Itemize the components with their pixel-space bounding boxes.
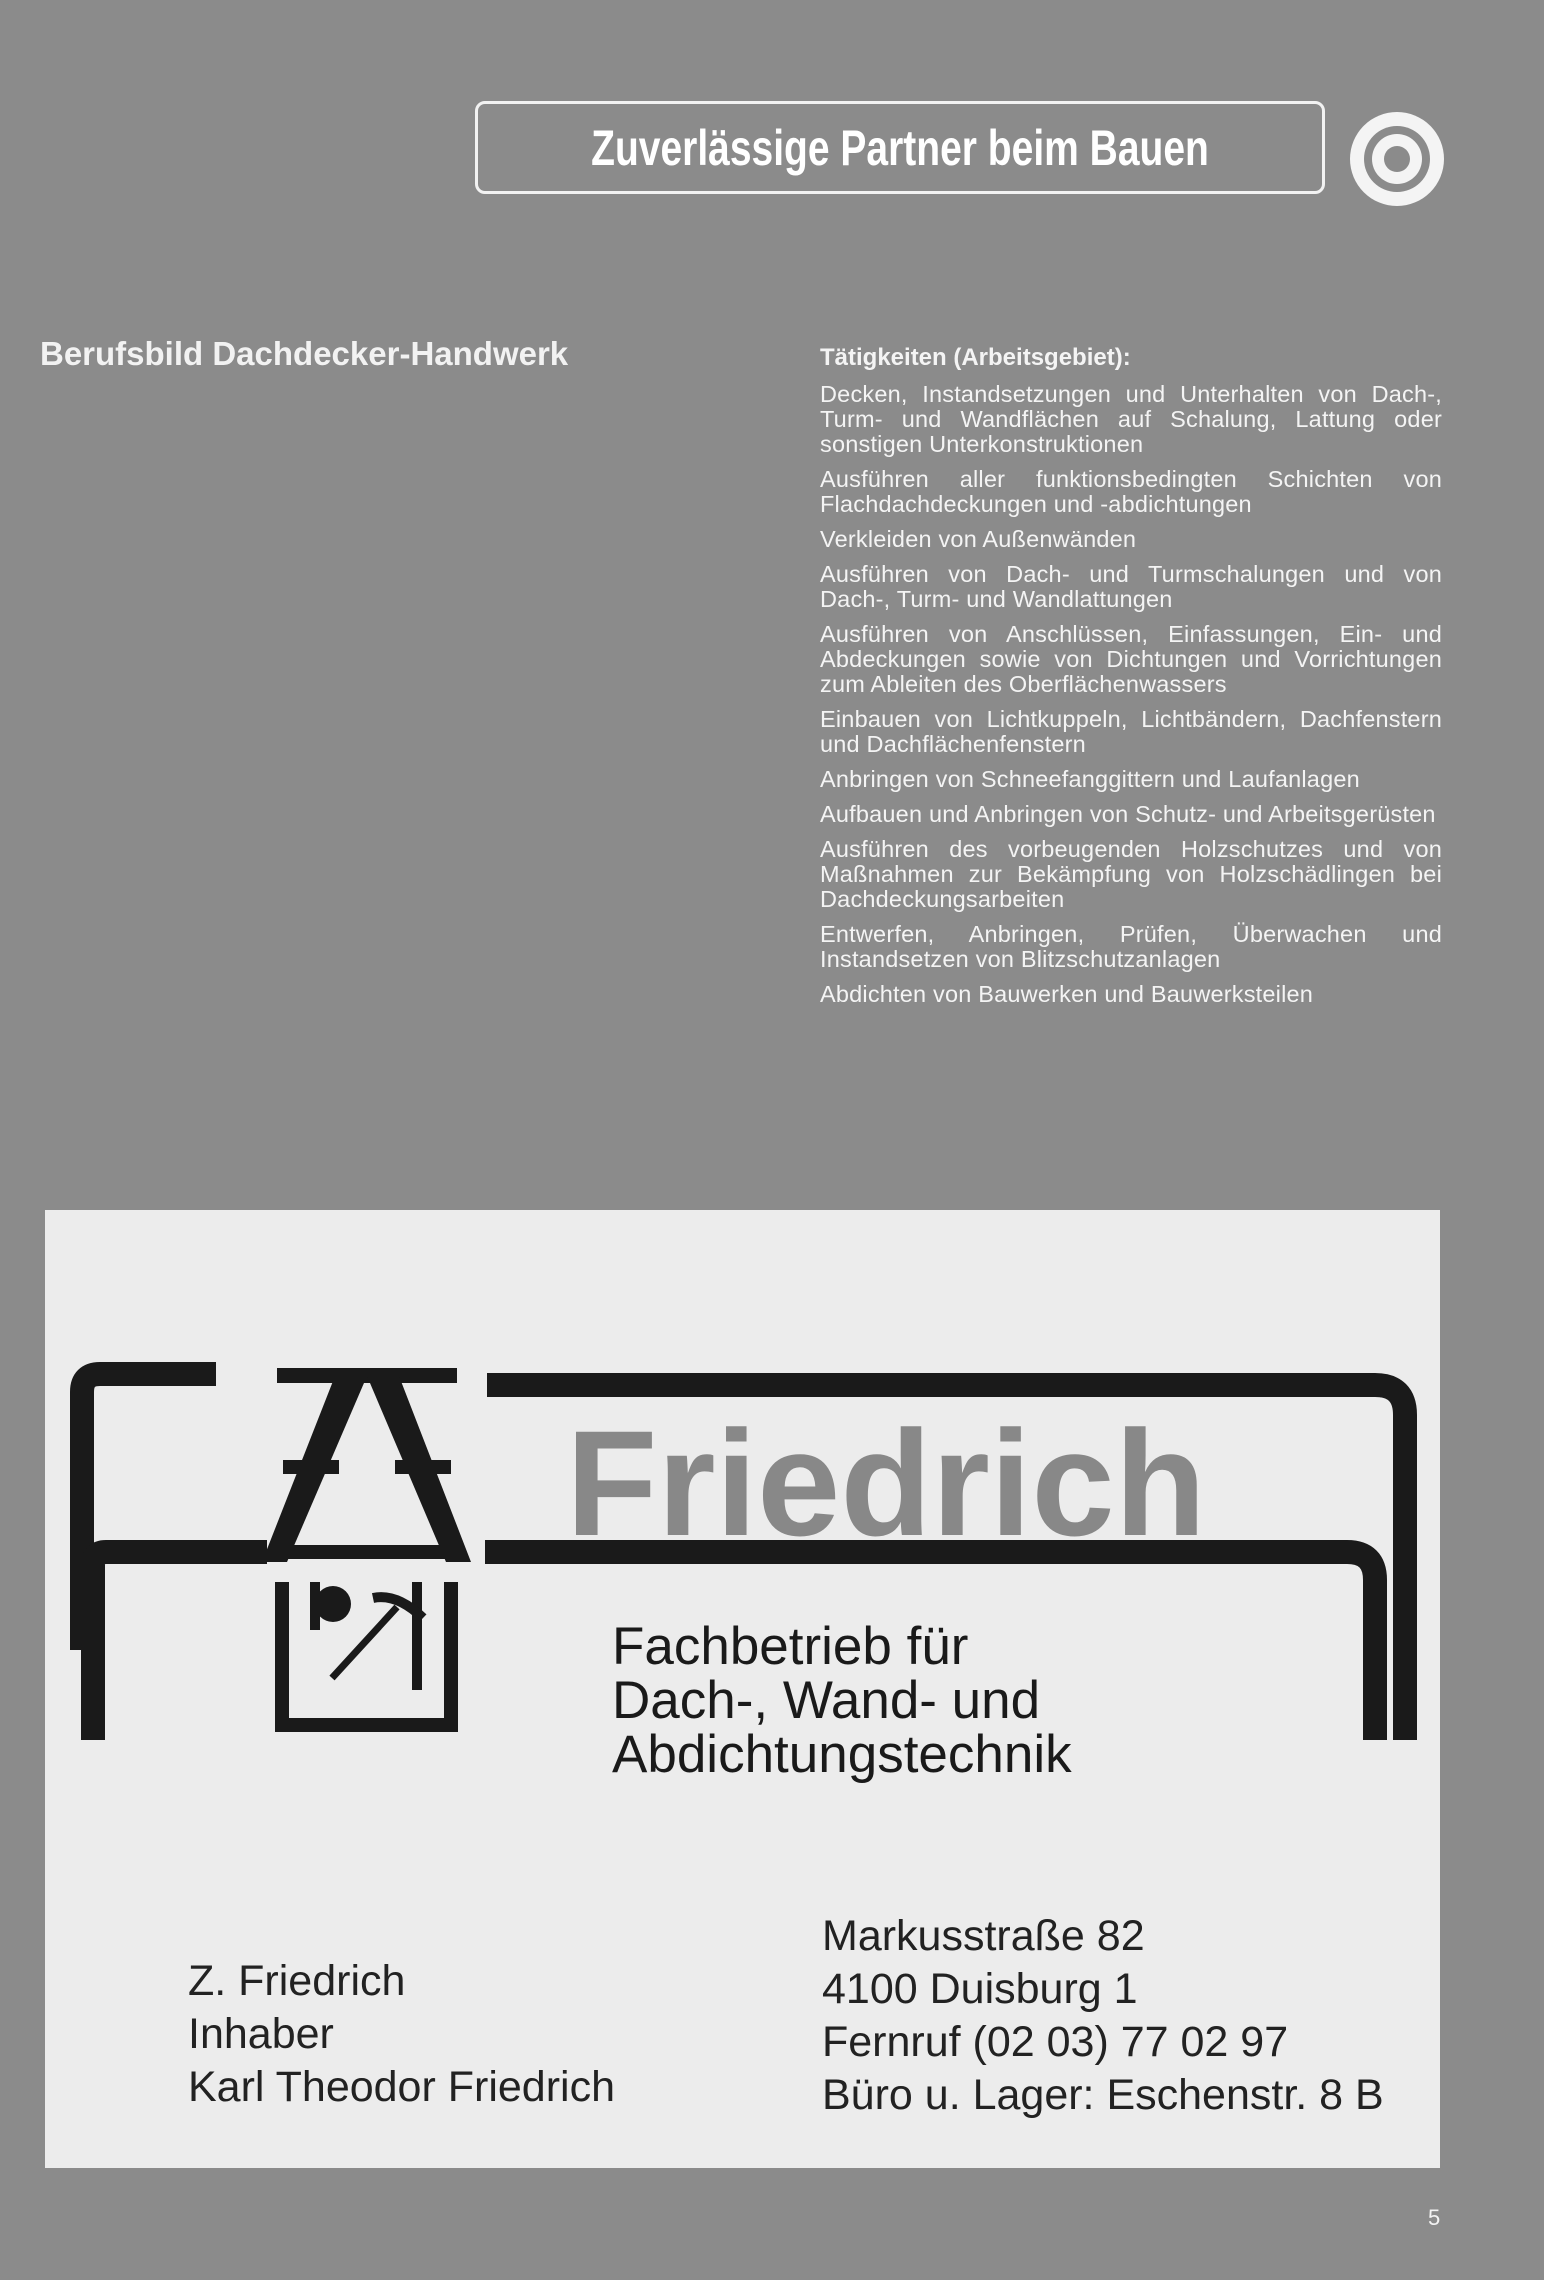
ad-tagline — [612, 1617, 1072, 1784]
tagline-line: Dach-, Wand- und — [612, 1671, 1041, 1730]
address-city: 4100 Duisburg 1 — [822, 1965, 1138, 2013]
address-block — [822, 1910, 1384, 2122]
advertisement — [45, 1210, 1440, 2168]
tagline-line: Abdichtungstechnik — [612, 1725, 1072, 1784]
activity-item: Anbringen von Schneefanggittern und Laufanlagen — [820, 766, 1360, 792]
banner-title: Zuverlässige Partner beim Bauen — [591, 119, 1209, 176]
owner-name: Z. Friedrich — [188, 1957, 406, 2005]
owner-role: Inhaber — [188, 2010, 334, 2058]
page-number: 5 — [1428, 2205, 1441, 2230]
activity-item: Abdichten von Bauwerken und Bauwerksteilen — [820, 981, 1314, 1007]
activities-heading: Tätigkeiten (Arbeitsgebiet): — [820, 344, 1131, 371]
logo-wordmark: Friedrich — [566, 1399, 1206, 1567]
section-title: Berufsbild Dachdecker-Handwerk — [40, 335, 569, 372]
activities-list — [820, 345, 1442, 1017]
tagline-line: Fachbetrieb für — [612, 1617, 969, 1676]
address-warehouse: Büro u. Lager: Eschenstr. 8 B — [822, 2071, 1384, 2119]
header-banner — [475, 101, 1325, 194]
activity-item: Einbauen von Lichtkuppeln, Lichtbändern, Dachfenstern und Dachflächenfenstern — [820, 706, 1442, 757]
activity-item: Decken, Instandsetzungen und Unterhalten von Dach-, Turm- und Wandflächen auf Schalung, Lattung oder sonstigen Unterkonstruktionen — [820, 381, 1442, 457]
activity-item: Ausführen von Dach- und Turmschalungen und von Dach-, Turm- und Wandlattungen — [820, 561, 1442, 612]
address-street: Markusstraße 82 — [822, 1912, 1145, 1960]
owner-fullname: Karl Theodor Friedrich — [188, 2063, 615, 2111]
activity-item: Entwerfen, Anbringen, Prüfen, Überwachen und Instandsetzen von Blitzschutzanlagen — [820, 921, 1442, 972]
owner-block — [188, 1955, 615, 2114]
activity-item: Aufbauen und Anbringen von Schutz- und Arbeitsgerüsten — [820, 801, 1436, 827]
activity-item: Ausführen aller funktionsbedingten Schichten von Flachdachdeckungen und -abdichtungen — [820, 466, 1442, 517]
activity-item: Ausführen des vorbeugenden Holzschutzes und von Maßnahmen zur Bekämpfung von Holzschädlingen bei Dachdeckungsarbeiten — [820, 836, 1442, 912]
target-icon — [1348, 110, 1446, 208]
address-phone: Fernruf (02 03) 77 02 97 — [822, 2018, 1289, 2066]
activity-item: Ausführen von Anschlüssen, Einfassungen, Ein- und Abdeckungen sowie von Dichtungen und Vorrichtungen zum Ableiten des Oberflächenwassers — [820, 621, 1442, 697]
activity-item: Verkleiden von Außenwänden — [820, 526, 1137, 552]
